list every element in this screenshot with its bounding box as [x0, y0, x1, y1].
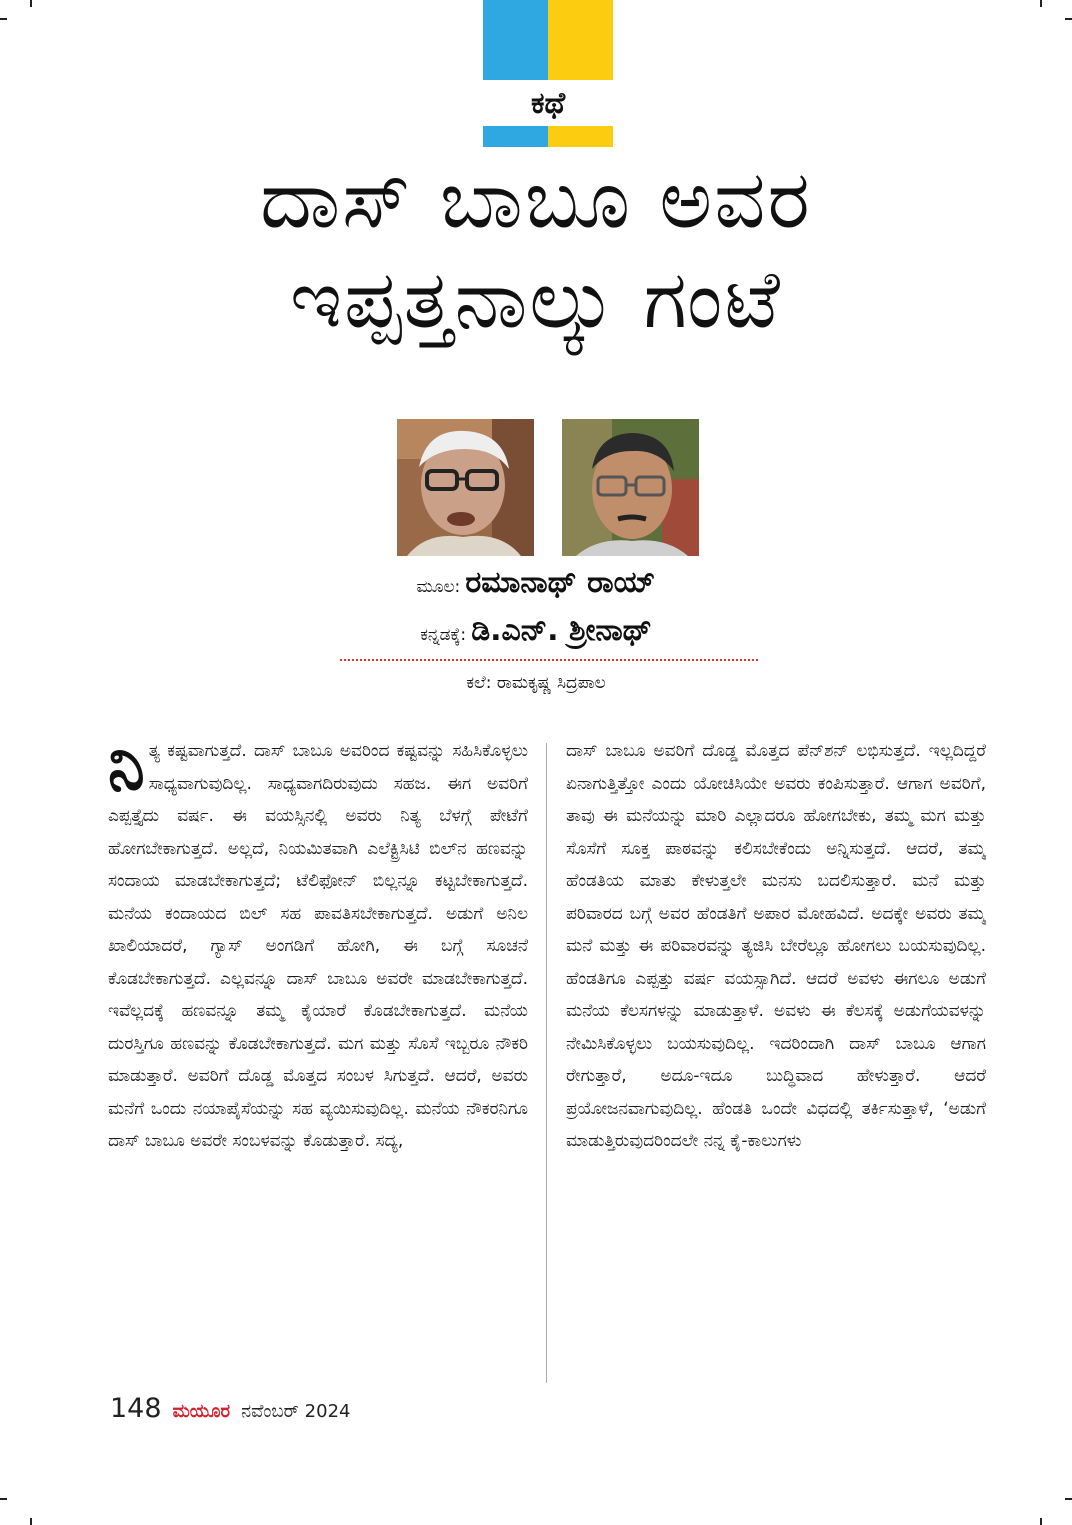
column-divider	[546, 743, 547, 1383]
crop-mark-top-right	[1065, 18, 1072, 20]
translator-label: ಕನ್ನಡಕ್ಕೆ:	[420, 625, 467, 645]
body-paragraph-2: ದಾಸ್ ಬಾಬೂ ಅವರಿಗೆ ದೊಡ್ಡ ಮೊತ್ತದ ಪೆನ್‌ಶನ್ ಲಭಿಸುತ್ತದೆ. ಇಲ್ಲದಿದ್ದರೆ ಏನಾಗುತ್ತಿತ್ತೋ ಎಂದು ಯೋಚಿಸಿಯೇ ಅವರು ಕಂಪಿಸುತ್ತಾರೆ. ಆಗಾಗ ಅವರಿಗೆ, ತಾವು ಈ ಮನೆಯನ್ನು ಮಾರಿ ಎಲ್ಲಾದರೂ ಹೋಗಬೇಕು, ತಮ್ಮ ಮಗ ಮತ್ತು ಸೊಸೆಗೆ ಸೂಕ್ತ ಪಾಠವನ್ನು ಕಲಿಸಬೇಕೆಂದು ಅನ್ನಿಸುತ್ತದೆ. ಆದರೆ, ತಮ್ಮ ಹೆಂಡತಿಯ ಮಾತು ಕೇಳುತ್ತಲೇ ಮನಸು ಬದಲಿಸುತ್ತಾರೆ. ಮನೆ ಮತ್ತು ಪರಿವಾರದ ಬಗ್ಗೆ ಅವರ ಹೆಂಡತಿಗೆ ಅಪಾರ ಮೋಹವಿದೆ. ಅದಕ್ಕೇ ಅವರು ತಮ್ಮ ಮನೆ ಮತ್ತು ಈ ಪರಿವಾರವನ್ನು ತ್ಯಜಿಸಿ ಬೇರೆಲ್ಲೂ ಹೋಗಲು ಬಯಸುವುದಿಲ್ಲ. ಹೆಂಡತಿಗೂ ಎಪ್ಪತ್ತು ವರ್ಷ ವಯಸ್ಸಾಗಿದೆ. ಆದರೆ ಅವಳು ಈಗಲೂ ಅಡುಗೆ ಮನೆಯ ಕೆಲಸಗಳನ್ನು ಮಾಡುತ್ತಾಳೆ. ಅವಳು ಈ ಕೆಲಸಕ್ಕೆ ಅಡುಗೆಯವಳನ್ನು ನೇಮಿಸಿಕೊಳ್ಳಲು ಬಯಸುವುದಿಲ್ಲ. ಇದರಿಂದಾಗಿ ದಾಸ್ ಬಾಬೂ ಆಗಾಗ ರೇಗುತ್ತಾರೆ, ಅದೂ-ಇದೂ ಬುದ್ಧಿವಾದ ಹೇಳುತ್ತಾರೆ. ಆದರೆ ಪ್ರಯೋಜನವಾಗುವುದಿಲ್ಲ. ಹೆಂಡತಿ ಒಂದೇ ವಿಧದಲ್ಲಿ ತರ್ಕಿಸುತ್ತಾಳೆ, ‘ಅಡುಗೆ ಮಾಡುತ್ತಿರುವುದರಿಂದಲೇ ನನ್ನ ಕೈ-ಕಾಲುಗಳು	[566, 741, 986, 1151]
crop-mark-top-right-v	[1040, 0, 1042, 7]
original-label: ಮೂಲ:	[416, 577, 461, 597]
page-footer	[110, 1393, 350, 1429]
body-column-left	[108, 735, 528, 1385]
page-number: 148	[110, 1393, 162, 1424]
drop-cap: ನಿ	[108, 735, 145, 805]
banner-bottom-yellow	[548, 126, 613, 147]
magazine-logo: ಮಯೂರ	[172, 1401, 231, 1422]
crop-mark-bottom-left	[0, 1498, 7, 1500]
crop-mark-top-left-v	[30, 0, 32, 7]
crop-mark-top-left	[0, 18, 7, 20]
original-author: ರಮಾನಾಥ್ ರಾಯ್	[465, 565, 656, 600]
dotted-divider	[340, 659, 758, 661]
banner-top-yellow	[548, 0, 613, 80]
translator-credit	[200, 610, 872, 656]
translator-photo	[562, 419, 699, 556]
crop-mark-bottom-right-v	[1040, 1518, 1042, 1525]
banner-top-blue	[483, 0, 548, 80]
art-credit: ಕಲೆ: ರಾಮಕೃಷ್ಣ ಸಿದ್ರಪಾಲ	[466, 673, 606, 693]
translator-name: ಡಿ.ಎನ್. ಶ್ರೀನಾಥ್	[471, 613, 652, 648]
issue-date: ನವೆಂಬರ್ 2024	[241, 1401, 351, 1422]
story-title	[60, 150, 1012, 350]
author-photo	[397, 419, 534, 556]
crop-mark-bottom-right	[1065, 1498, 1072, 1500]
crop-mark-bottom-left-v	[30, 1518, 32, 1525]
original-credit	[200, 562, 872, 608]
body-column-right	[566, 735, 986, 1385]
banner-bottom-blue	[483, 126, 548, 147]
column-left-text: ತ್ಯ ಕಷ್ಟವಾಗುತ್ತದೆ. ದಾಸ್ ಬಾಬೂ ಅವರಿಂದ ಕಷ್ಟವನ್ನು ಸಹಿಸಿಕೊಳ್ಳಲು ಸಾಧ್ಯವಾಗುವುದಿಲ್ಲ. ಸಾಧ್ಯವಾಗದಿರುವುದು ಸಹಜ. ಈಗ ಅವರಿಗೆ ಎಪ್ಪತ್ತೈದು ವರ್ಷ. ಈ ವಯಸ್ಸಿನಲ್ಲಿ ಅವರು ನಿತ್ಯ ಬೆಳಗ್ಗೆ ಪೇಟೆಗೆ ಹೋಗಬೇಕಾಗುತ್ತದೆ. ಅಲ್ಲದೆ, ನಿಯಮಿತವಾಗಿ ಎಲೆಕ್ಟ್ರಿಸಿಟಿ ಬಿಲ್‌ನ ಹಣವನ್ನು ಸಂದಾಯ ಮಾಡಬೇಕಾಗುತ್ತದೆ; ಟೆಲಿಫೋನ್ ಬಿಲ್ಲನ್ನೂ ಕಟ್ಟಬೇಕಾಗುತ್ತದೆ. ಮನೆಯ ಕಂದಾಯದ ಬಿಲ್ ಸಹ ಪಾವತಿಸಬೇಕಾಗುತ್ತದೆ. ಅಡುಗೆ ಅನಿಲ ಖಾಲಿಯಾದರೆ, ಗ್ಯಾಸ್ ಅಂಗಡಿಗೆ ಹೋಗಿ, ಈ ಬಗ್ಗೆ ಸೂಚನೆ ಕೊಡಬೇಕಾಗುತ್ತದೆ. ಎಲ್ಲವನ್ನೂ ದಾಸ್ ಬಾಬೂ ಅವರೇ ಮಾಡಬೇಕಾಗುತ್ತದೆ. ಇವೆಲ್ಲದಕ್ಕೆ ಹಣವನ್ನೂ ತಮ್ಮ ಕೈಯಾರೆ ಕೊಡಬೇಕಾಗುತ್ತದೆ. ಮನೆಯ ದುರಸ್ತಿಗೂ ಹಣವನ್ನು ಕೊಡಬೇಕಾಗುತ್ತದೆ. ಮಗ ಮತ್ತು ಸೊಸೆ ಇಬ್ಬರೂ ನೌಕರಿ ಮಾಡುತ್ತಾರೆ. ಅವರಿಗೆ ದೊಡ್ಡ ಮೊತ್ತದ ಸಂಬಳ ಸಿಗುತ್ತದೆ. ಆದರೆ, ಅವರು ಮನೆಗೆ ಒಂದು ನಯಾಪೈಸೆಯನ್ನು ಸಹ ವ್ಯಯಿಸುವುದಿಲ್ಲ. ಮನೆಯ ನೌಕರನಿಗೂ ದಾಸ್ ಬಾಬೂ ಅವರೇ ಸಂಬಳವನ್ನು ಕೊಡುತ್ತಾರೆ. ಸದ್ಯ,	[108, 741, 528, 1151]
section-label: ಕಥೆ	[530, 86, 566, 121]
body-paragraph-1	[108, 735, 528, 1158]
title-line-2: ಇಪ್ಪತ್ತನಾಲ್ಕು ಗಂಟೆ	[290, 253, 782, 346]
title-line-1: ದಾಸ್ ಬಾಬೂ ಅವರ	[260, 153, 812, 246]
